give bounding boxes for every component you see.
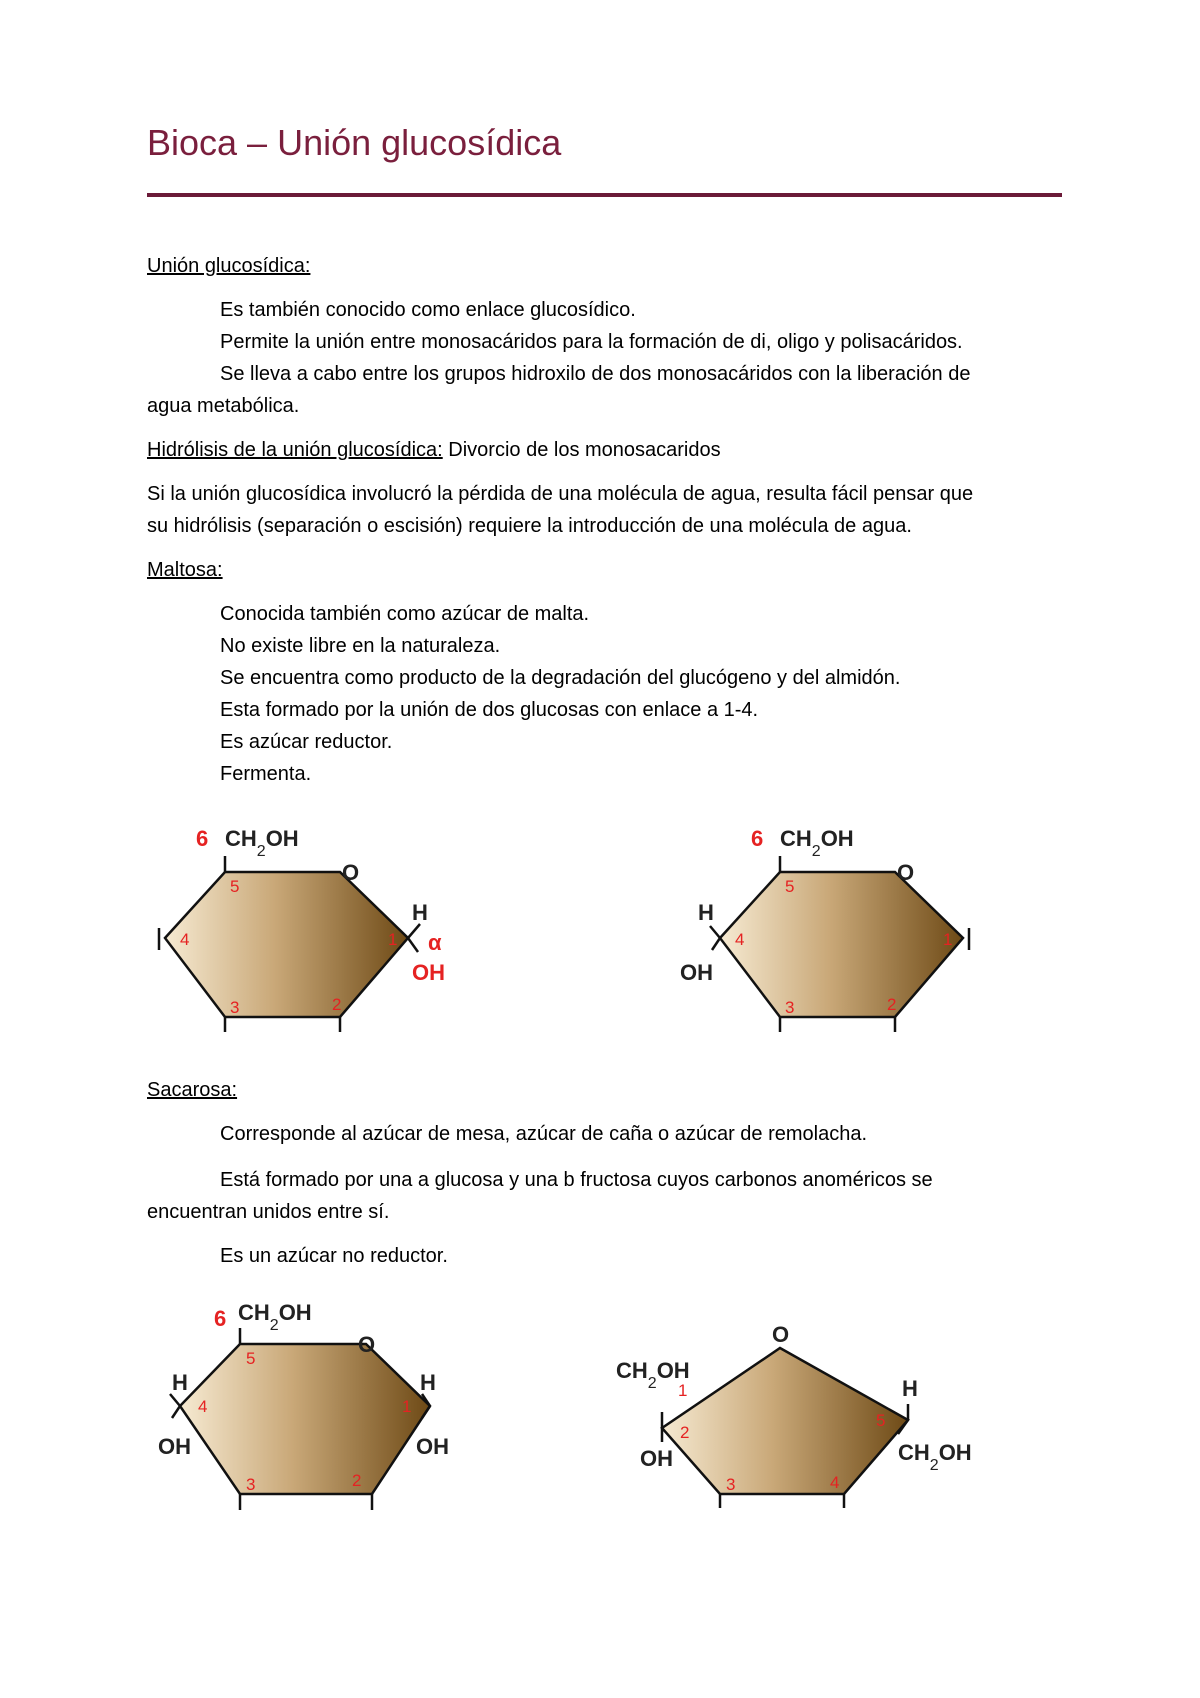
carbon-2-label: 2	[352, 1471, 362, 1490]
carbon-4-label: 4	[198, 1397, 208, 1416]
sacarosa-line-3: encuentran unidos entre sí.	[147, 1201, 390, 1223]
section-heading-union: Unión glucosídica:	[147, 255, 311, 277]
ch-text: CH	[225, 826, 257, 851]
carbon-5-label: 5	[876, 1411, 886, 1430]
sacarosa-line-4: Es un azúcar no reductor.	[220, 1245, 448, 1267]
maltosa-line-3: Se encuentra como producto de la degradación del glucógeno y del almidón.	[220, 667, 901, 689]
glucose-ring	[720, 872, 963, 1017]
c4-bond-down	[712, 938, 720, 950]
glucose-diagram-c4	[680, 820, 980, 1030]
alpha-glucose-diagram	[150, 820, 490, 1030]
oh-anomeric-label: OH	[412, 960, 445, 985]
carbon-6-label: 6	[196, 826, 209, 851]
c1-bond-up	[408, 924, 420, 938]
carbon-1-label: 1	[388, 930, 398, 949]
section-heading-hidrolisis: Hidrólisis de la unión glucosídica:	[147, 439, 443, 461]
c4-bond-up	[710, 926, 720, 938]
subscript-2: 2	[811, 843, 821, 860]
ch-text: CH	[780, 826, 812, 851]
page-title: Bioca – Unión glucosídica	[147, 122, 562, 163]
subscript-2: 2	[647, 1375, 657, 1392]
maltosa-line-1: Conocida también como azúcar de malta.	[220, 603, 590, 625]
oh-label: OH	[680, 960, 713, 985]
section-heading-maltosa: Maltosa:	[147, 559, 223, 581]
carbon-2-label: 2	[680, 1423, 690, 1442]
carbon-4-label: 4	[180, 930, 190, 949]
sacarosa-line-1: Corresponde al azúcar de mesa, azúcar de caña o azúcar de remolacha.	[220, 1123, 868, 1145]
hidrolisis-line-2: su hidrólisis (separación o escisión) requiere la introducción de una molécula de agua.	[147, 515, 912, 537]
ch2oh-label	[225, 826, 299, 860]
alpha-label: α	[428, 930, 442, 955]
ch-text: CH	[616, 1358, 648, 1383]
carbon-1-label: 1	[678, 1381, 688, 1400]
carbon-4-label: 4	[735, 930, 745, 949]
oh-text: OH	[278, 1300, 312, 1325]
carbon-6-label: 6	[751, 826, 764, 851]
union-line-1: Es también conocido como enlace glucosídico.	[220, 299, 636, 321]
c4-bond-down	[172, 1406, 180, 1418]
glucose-ring	[165, 872, 408, 1017]
carbon-1-label: 1	[402, 1397, 412, 1416]
carbon-3-label: 3	[246, 1475, 256, 1494]
ch2oh-label	[780, 826, 854, 860]
ch2oh-label-c6	[898, 1440, 972, 1474]
hidrolisis-heading-row	[147, 434, 721, 466]
subscript-2: 2	[269, 1317, 279, 1334]
union-line-2: Permite la unión entre monosacáridos para la formación de di, oligo y polisacáridos.	[220, 331, 963, 353]
ring-oxygen-label: O	[342, 860, 360, 885]
carbon-4-label: 4	[830, 1473, 840, 1492]
oh-right-label: OH	[416, 1434, 449, 1459]
maltosa-line-2: No existe libre en la naturaleza.	[220, 635, 501, 657]
maltosa-line-4: Esta formado por la unión de dos glucosas con enlace a 1-4.	[220, 699, 759, 721]
hidrolisis-subtitle: Divorcio de los monosacaridos	[442, 439, 721, 461]
oh-label: OH	[640, 1446, 673, 1471]
oh-left-label: OH	[158, 1434, 191, 1459]
sacarosa-fructose-diagram	[612, 1322, 992, 1520]
carbon-5-label: 5	[785, 877, 795, 896]
oh-text: OH	[265, 826, 299, 851]
title-divider	[147, 193, 1062, 197]
h-label: H	[698, 900, 714, 925]
carbon-2-label: 2	[332, 995, 342, 1014]
ch-text: CH	[898, 1440, 930, 1465]
h-label: H	[412, 900, 428, 925]
c4-bond-up	[170, 1394, 180, 1406]
ch2oh-label	[238, 1300, 312, 1334]
sacarosa-glucose-diagram	[158, 1300, 478, 1520]
section-heading-sacarosa: Sacarosa:	[147, 1079, 238, 1101]
ring-oxygen-label: O	[358, 1332, 376, 1357]
maltosa-line-6: Fermenta.	[220, 763, 312, 785]
union-line-4: agua metabólica.	[147, 395, 300, 417]
carbon-1-label: 1	[943, 930, 953, 949]
maltosa-line-5: Es azúcar reductor.	[220, 731, 393, 753]
carbon-3-label: 3	[785, 998, 795, 1017]
carbon-3-label: 3	[230, 998, 240, 1017]
carbon-6-label: 6	[214, 1306, 227, 1331]
ch-text: CH	[238, 1300, 270, 1325]
carbon-3-label: 3	[726, 1475, 736, 1494]
fructose-ring	[662, 1348, 908, 1494]
union-line-3: Se lleva a cabo entre los grupos hidroxilo de dos monosacáridos con la liberación de	[220, 363, 971, 385]
oh-text: OH	[656, 1358, 690, 1383]
glucose-ring	[180, 1344, 430, 1494]
h-left-label: H	[172, 1370, 188, 1395]
sacarosa-line-2: Está formado por una a glucosa y una b fructosa cuyos carbonos anoméricos se	[220, 1169, 933, 1191]
oh-text: OH	[820, 826, 854, 851]
carbon-2-label: 2	[887, 995, 897, 1014]
h-label: H	[902, 1376, 918, 1401]
oh-text: OH	[938, 1440, 972, 1465]
ring-oxygen-label: O	[772, 1322, 790, 1347]
carbon-5-label: 5	[230, 877, 240, 896]
c1-bond-down	[408, 938, 418, 952]
h-right-label: H	[420, 1370, 436, 1395]
carbon-5-label: 5	[246, 1349, 256, 1368]
subscript-2: 2	[256, 843, 266, 860]
hidrolisis-line-1: Si la unión glucosídica involucró la pérdida de una molécula de agua, resulta fácil pensar que	[147, 483, 974, 505]
ring-oxygen-label: O	[897, 860, 915, 885]
subscript-2: 2	[929, 1457, 939, 1474]
